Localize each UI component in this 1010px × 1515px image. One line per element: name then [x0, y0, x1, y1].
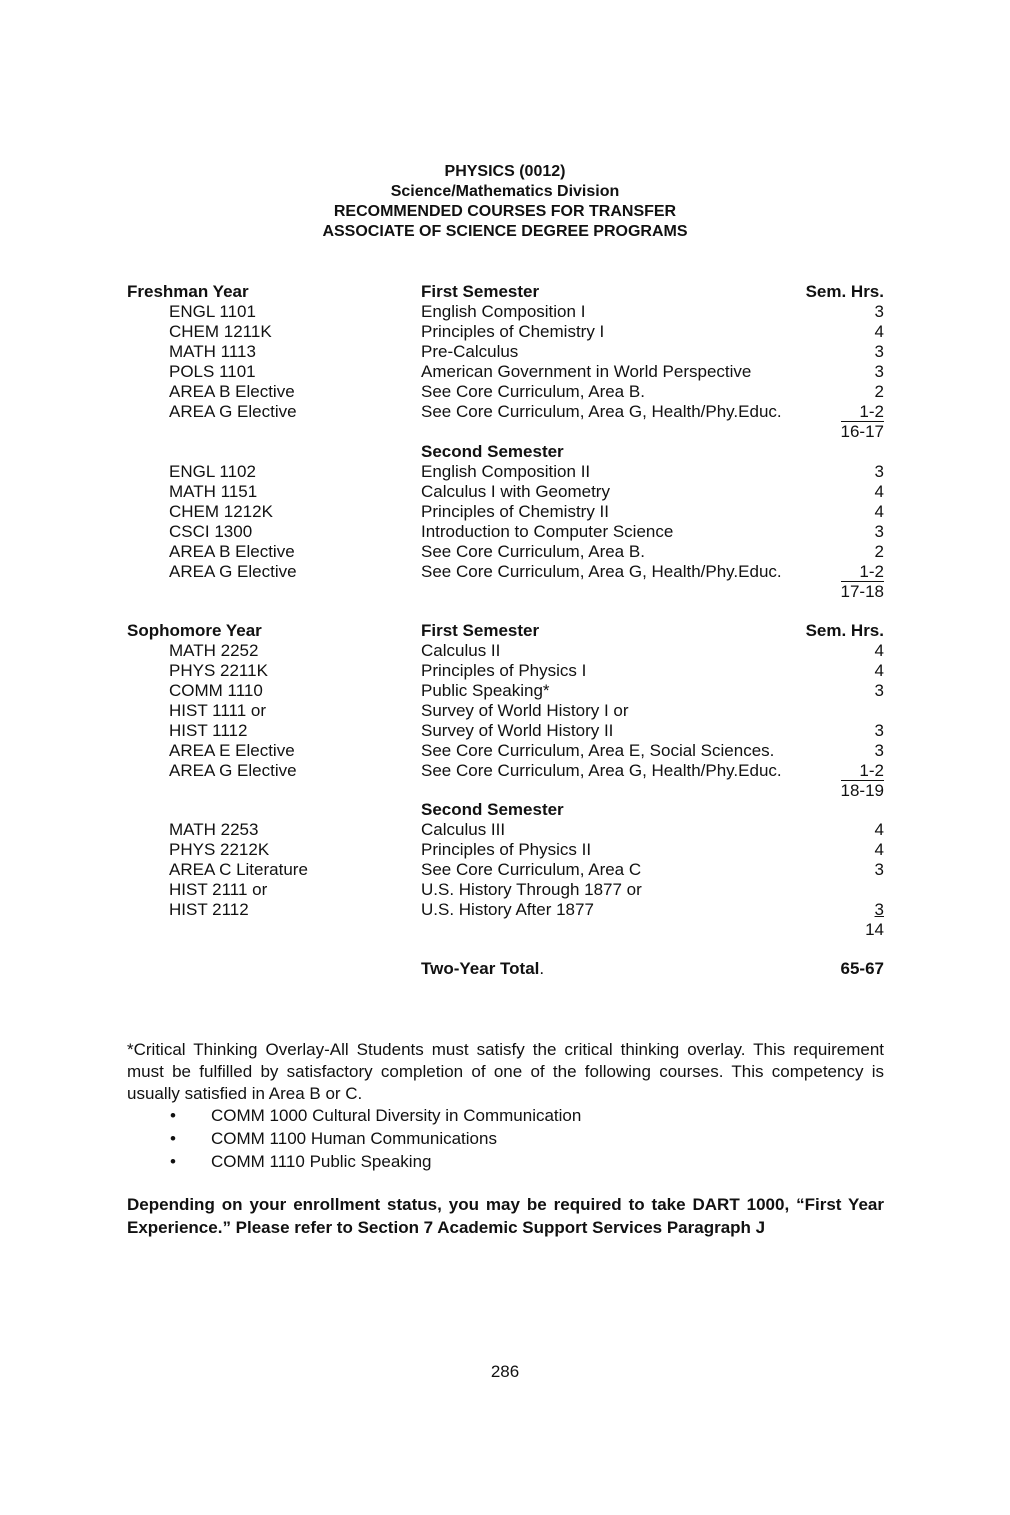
course-code: AREA G Elective	[169, 562, 297, 581]
course-title: Principles of Physics II	[421, 840, 592, 859]
course-row	[0, 641, 1010, 661]
course-title: U.S. History Through 1877 or	[421, 880, 642, 899]
critical-thinking-paragraph: *Critical Thinking Overlay-All Students must satisfy the critical thinking overlay. This requirement must be fulfilled by satisfactory completion of one of the following courses. This competency is usually satisfied in Area B or C.	[127, 1040, 884, 1103]
course-row	[0, 382, 1010, 402]
course-hours: 4	[874, 661, 884, 680]
course-title: English Composition I	[421, 302, 586, 321]
course-title: Calculus II	[421, 641, 501, 660]
course-title: See Core Curriculum, Area E, Social Sciences.	[421, 741, 775, 760]
course-title: See Core Curriculum, Area B.	[421, 382, 645, 401]
two-year-total-row	[0, 959, 1010, 979]
course-hours: 1-2	[841, 761, 884, 781]
course-row	[0, 761, 1010, 781]
course-title: Calculus I with Geometry	[421, 482, 610, 501]
course-row	[0, 522, 1010, 542]
course-row	[0, 502, 1010, 522]
course-hours: 3	[874, 721, 884, 740]
course-hours: 1-2	[841, 402, 884, 422]
course-title: Public Speaking*	[421, 681, 550, 700]
course-code: HIST 2111 or	[169, 880, 268, 899]
course-row	[0, 860, 1010, 880]
course-hours: 3	[874, 522, 884, 541]
course-hours: 3	[874, 342, 884, 361]
two-year-total-label	[421, 959, 544, 979]
bullet-icon: •	[170, 1129, 176, 1148]
course-row	[0, 840, 1010, 860]
course-title: American Government in World Perspective	[421, 362, 752, 381]
course-hours: 4	[874, 840, 884, 859]
course-hours: 4	[874, 820, 884, 839]
course-code: ENGL 1102	[169, 462, 256, 481]
course-hours: 4	[874, 482, 884, 501]
course-code: COMM 1110	[169, 681, 263, 700]
course-hours: 1-2	[841, 562, 884, 582]
list-item	[170, 1127, 581, 1150]
course-row	[0, 661, 1010, 681]
course-title: Principles of Chemistry I	[421, 322, 605, 341]
list-item-text: COMM 1000 Cultural Diversity in Communication	[211, 1106, 582, 1125]
semester-total-row	[0, 781, 1010, 801]
two-year-total-label-period: .	[539, 959, 545, 978]
course-code: PHYS 2212K	[169, 840, 270, 859]
course-code: CHEM 1212K	[169, 502, 273, 521]
course-row	[0, 462, 1010, 482]
division-title: Science/Mathematics Division	[390, 183, 620, 200]
two-year-total-value: 65-67	[840, 959, 884, 978]
bullet-icon: •	[170, 1152, 176, 1171]
course-row	[0, 721, 1010, 741]
course-code: CHEM 1211K	[169, 322, 272, 341]
course-code: MATH 1151	[169, 482, 258, 501]
course-code: MATH 2253	[169, 820, 259, 839]
course-title: Principles of Chemistry II	[421, 502, 609, 521]
course-hours: 4	[874, 322, 884, 341]
sem-hrs-label: Sem. Hrs.	[805, 621, 884, 640]
page-number: 286	[490, 1362, 520, 1381]
course-title: Principles of Physics I	[421, 661, 587, 680]
course-code: AREA B Elective	[169, 382, 295, 401]
sem-hrs-label: Sem. Hrs.	[805, 282, 884, 301]
course-row	[0, 342, 1010, 362]
course-hours: 3	[874, 462, 884, 481]
course-title: Pre-Calculus	[421, 342, 519, 361]
course-row	[0, 362, 1010, 382]
course-code: AREA G Elective	[169, 402, 297, 421]
list-item-text: COMM 1100 Human Communications	[211, 1129, 497, 1148]
course-title: Survey of World History I or	[421, 701, 629, 720]
course-title: See Core Curriculum, Area G, Health/Phy.Educ.	[421, 761, 782, 780]
course-hours: 3	[874, 741, 884, 760]
course-code: POLS 1101	[169, 362, 256, 381]
course-title: See Core Curriculum, Area G, Health/Phy.Educ.	[421, 402, 782, 421]
course-title: Calculus III	[421, 820, 506, 839]
course-title: See Core Curriculum, Area C	[421, 860, 642, 879]
semester-total-row	[0, 582, 1010, 602]
course-title: See Core Curriculum, Area G, Health/Phy.Educ.	[421, 562, 782, 581]
course-hours: 3	[874, 302, 884, 321]
course-title: See Core Curriculum, Area B.	[421, 542, 645, 561]
semester-label: Second Semester	[421, 442, 564, 461]
freshman-second-header-row	[0, 442, 1010, 462]
sophomore-year-label: Sophomore Year	[127, 621, 262, 640]
course-title: English Composition II	[421, 462, 591, 481]
course-row	[0, 302, 1010, 322]
course-code: HIST 1112	[169, 721, 248, 740]
course-title: Introduction to Computer Science	[421, 522, 674, 541]
list-item	[170, 1104, 581, 1127]
document-subtitle: RECOMMENDED COURSES FOR TRANSFER	[333, 203, 677, 220]
program-title: PHYSICS (0012)	[444, 163, 566, 180]
course-row	[0, 542, 1010, 562]
semester-label: First Semester	[421, 621, 540, 640]
bullet-icon: •	[170, 1106, 176, 1125]
course-hours: 2	[874, 542, 884, 561]
course-row	[0, 900, 1010, 920]
course-code: AREA E Elective	[169, 741, 295, 760]
course-hours: 4	[874, 641, 884, 660]
critical-thinking-course-list	[170, 1104, 581, 1173]
course-code: AREA G Elective	[169, 761, 297, 780]
list-item-text: COMM 1110 Public Speaking	[211, 1152, 432, 1171]
freshman-first-header-row	[0, 282, 1010, 302]
freshman-year-label: Freshman Year	[127, 282, 249, 301]
course-code: ENGL 1101	[169, 302, 256, 321]
list-item	[170, 1150, 581, 1173]
semester-label: Second Semester	[421, 800, 564, 819]
semester-total: 14	[865, 920, 884, 939]
course-code: AREA B Elective	[169, 542, 295, 561]
course-row	[0, 701, 1010, 721]
semester-total: 18-19	[840, 781, 884, 800]
semester-label: First Semester	[421, 282, 540, 301]
semester-total: 16-17	[840, 422, 884, 441]
course-hours: 3	[874, 681, 884, 700]
course-row	[0, 402, 1010, 422]
course-row	[0, 820, 1010, 840]
course-title: Survey of World History II	[421, 721, 614, 740]
course-code: MATH 1113	[169, 342, 256, 361]
course-code: CSCI 1300	[169, 522, 253, 541]
sophomore-second-header-row	[0, 800, 1010, 820]
course-row	[0, 322, 1010, 342]
course-hours: 3	[874, 362, 884, 381]
enrollment-notice: Depending on your enrollment status, you may be required to take DART 1000, “First Year Experience.” Please refer to Section 7 Academic Support Services Paragraph J	[127, 1195, 884, 1237]
course-code: PHYS 2211K	[169, 661, 268, 680]
semester-total-row	[0, 920, 1010, 940]
course-code: AREA C Literature	[169, 860, 308, 879]
two-year-total-label-text: Two-Year Total	[421, 959, 540, 978]
course-hours: 3	[874, 860, 884, 879]
semester-total: 17-18	[840, 582, 884, 601]
course-row	[0, 880, 1010, 900]
course-row	[0, 562, 1010, 582]
sophomore-first-header-row	[0, 621, 1010, 641]
course-title: U.S. History After 1877	[421, 900, 594, 919]
course-code: HIST 2112	[169, 900, 249, 919]
course-code: HIST 1111 or	[169, 701, 267, 720]
course-row	[0, 681, 1010, 701]
course-hours: 3	[874, 900, 884, 919]
course-hours: 2	[874, 382, 884, 401]
course-row	[0, 741, 1010, 761]
course-code: MATH 2252	[169, 641, 259, 660]
degree-title: ASSOCIATE OF SCIENCE DEGREE PROGRAMS	[322, 223, 688, 240]
semester-total-row	[0, 422, 1010, 442]
course-row	[0, 482, 1010, 502]
course-hours: 4	[874, 502, 884, 521]
